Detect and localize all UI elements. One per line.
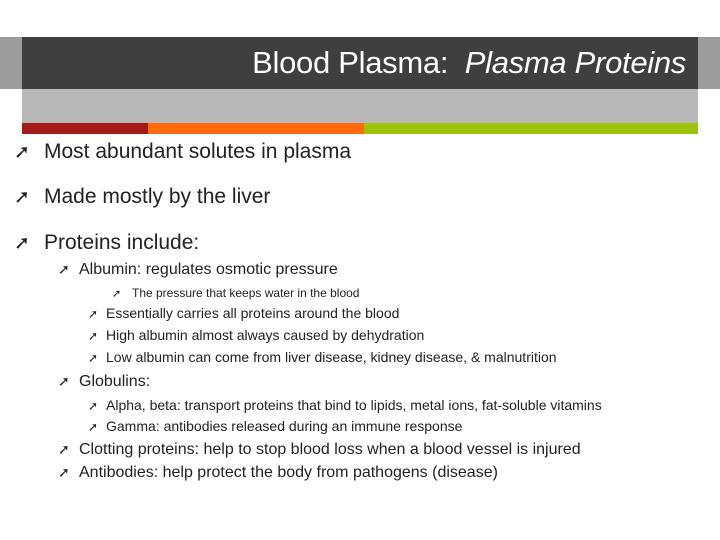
bullet-proteins-include xyxy=(14,231,199,255)
bullet-text: Essentially carries all proteins around the blood xyxy=(106,305,400,321)
bullet-clotting-proteins xyxy=(58,441,581,459)
arrow-up-right-icon: ➚ xyxy=(88,329,99,343)
bullet-globulins-gamma xyxy=(88,418,462,434)
bullet-text: Low albumin can come from liver disease, kidney disease, & malnutrition xyxy=(106,349,557,365)
bullet-text: Clotting proteins: help to stop blood loss when a blood vessel is injured xyxy=(79,441,581,458)
bullet-text: The pressure that keeps water in the blood xyxy=(132,286,360,300)
slide-title xyxy=(252,45,686,81)
bullet-text: Proteins include: xyxy=(44,231,200,254)
arrow-up-right-icon: ➚ xyxy=(14,187,30,208)
bullet-albumin-definition xyxy=(112,286,359,300)
accent-bar-green xyxy=(364,123,698,134)
arrow-up-right-icon: ➚ xyxy=(88,399,99,413)
arrow-up-right-icon: ➚ xyxy=(58,373,70,389)
arrow-up-right-icon: ➚ xyxy=(14,233,30,254)
bullet-text: Alpha, beta: transport proteins that bind to lipids, metal ions, fat-soluble vitamins xyxy=(106,397,602,413)
arrow-up-right-icon: ➚ xyxy=(112,288,122,300)
bullet-antibodies xyxy=(58,464,498,482)
bullet-text: Made mostly by the liver xyxy=(44,185,271,208)
bullet-text: Most abundant solutes in plasma xyxy=(44,140,352,163)
bullet-made-by-liver xyxy=(14,185,270,209)
arrow-up-right-icon: ➚ xyxy=(88,420,99,434)
arrow-up-right-icon: ➚ xyxy=(14,142,30,163)
arrow-up-right-icon: ➚ xyxy=(58,261,70,277)
bullet-most-abundant xyxy=(14,140,351,164)
bullet-text: High albumin almost always caused by dehydration xyxy=(106,327,425,343)
header-band-mid xyxy=(22,89,698,123)
bullet-text: Antibodies: help protect the body from pathogens (disease) xyxy=(79,464,498,481)
arrow-up-right-icon: ➚ xyxy=(58,441,70,457)
bullet-text: Albumin: regulates osmotic pressure xyxy=(79,261,338,278)
arrow-up-right-icon: ➚ xyxy=(58,464,70,480)
arrow-up-right-icon: ➚ xyxy=(88,307,99,321)
bullet-text: Gamma: antibodies released during an immune response xyxy=(106,418,463,434)
title-italic: Plasma Proteins xyxy=(464,45,686,80)
accent-bar-red xyxy=(22,123,148,134)
bullet-globulins-alpha-beta xyxy=(88,397,602,413)
bullet-albumin-high xyxy=(88,327,424,343)
bullet-albumin xyxy=(58,261,338,279)
bullet-albumin-low xyxy=(88,349,557,365)
title-bar xyxy=(22,37,698,89)
bullet-globulins xyxy=(58,373,150,391)
bullet-albumin-carries xyxy=(88,305,399,321)
bullet-text: Globulins: xyxy=(79,373,151,390)
accent-bar-orange xyxy=(148,123,364,134)
title-plain: Blood Plasma: xyxy=(252,45,449,80)
arrow-up-right-icon: ➚ xyxy=(88,351,99,365)
